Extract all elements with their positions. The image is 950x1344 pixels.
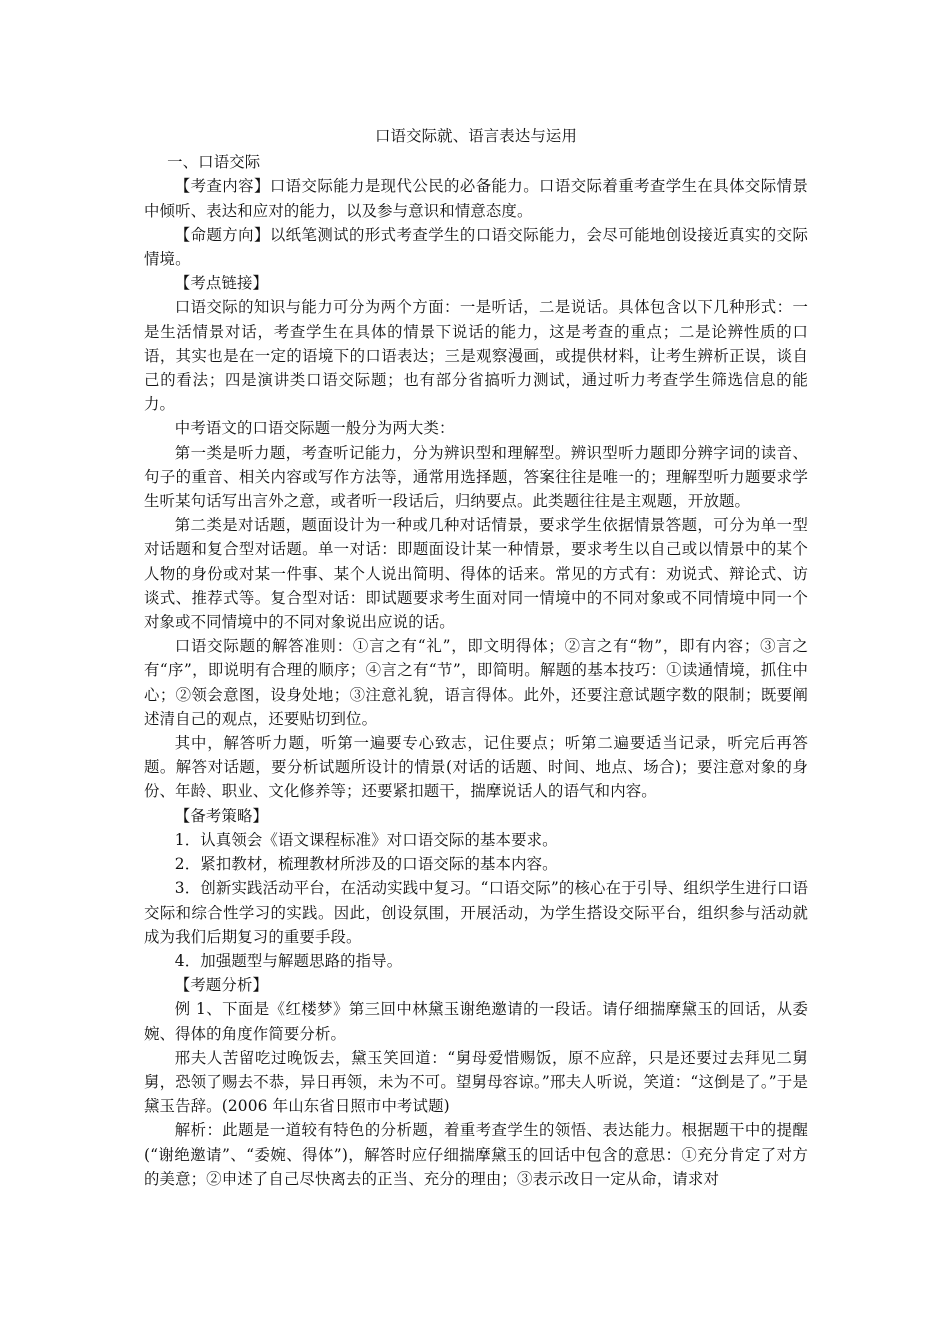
paragraph-list xyxy=(144,150,808,1191)
paragraph: 第一类是听力题，考查听记能力，分为辨识型和理解型。辨识型听力题即分辨字词的读音、句子的重音、相关内容或写作方法等，通常用选择题，答案往往是唯一的；理解型听力题要求学生听某句话写出言外之意，或者听一段话后，归纳要点。此类题往往是主观题，开放题。 xyxy=(144,443,808,511)
section-heading: 一、口语交际 xyxy=(167,153,261,172)
paragraph: 【考题分析】 xyxy=(174,976,269,995)
paragraph: 【考点链接】 xyxy=(174,274,269,293)
paragraph: 第二类是对话题，题面设计为一种或几种对话情景，要求学生依据情景答题，可分为单一型对话题和复合型对话题。单一对话：即题面设计某一种情景，要求考生以自己或以情景中的某个人物的身份或对某一件事、某个人说出简明、得体的话来。常见的方式有：劝说式、辩论式、访谈式、推荐式等。复合型对话：即试题要求考生面对同一情境中的不同对象或不同情境中同一个对象或不同情境中的不同对象说出应说的话。 xyxy=(144,516,808,632)
paragraph: 口语交际的知识与能力可分为两个方面：一是听话，二是说话。具体包含以下几种形式：一是生活情景对话，考查学生在具体的情景下说话的能力，这是考查的重点；二是论辨性质的口语，其实也是在一定的语境下的口语表达；三是观察漫画，或提供材料，让考生辨析正误，谈自己的看法；四是演讲类口语交际题；也有部分省搞听力测试，通过听力考查学生筛选信息的能力。 xyxy=(144,298,808,414)
paragraph: 其中，解答听力题，听第一遍要专心致志，记住要点；听第二遍要适当记录，听完后再答题。解答对话题，要分析试题所设计的情景(对话的话题、时间、地点、场合)；要注意对象的身份、年龄、职业、文化修养等；还要紧扣题干，揣摩说话人的语气和内容。 xyxy=(144,734,808,801)
paragraph: 解析：此题是一道较有特色的分析题，着重考查学生的领悟、表达能力。根据题干中的提醒(“谢绝邀请”、“委婉、得体”)，解答时应仔细揣摩黛玉的回话中包含的意思：①充分肯定了对方的美意；②申述了自己尽快离去的正当、充分的理由；③表示改日一定从命，请求对 xyxy=(144,1121,808,1188)
paragraph: 4．加强题型与解题思路的指导。 xyxy=(174,951,403,970)
paragraph: 【命题方向】以纸笔测试的形式考查学生的口语交际能力，会尽可能地创设接近真实的交际情境。 xyxy=(144,225,808,269)
paragraph: 【考查内容】口语交际能力是现代公民的必备能力。口语交际着重考查学生在具体交际情景中倾听、表达和应对的能力，以及参与意识和情意态度。 xyxy=(144,177,808,220)
paragraph: 1．认真领会《语文课程标准》对口语交际的基本要求。 xyxy=(174,830,558,849)
paragraph: 中考语文的口语交际题一般分为两大类： xyxy=(174,419,455,438)
paragraph: 口语交际题的解答准则：①言之有“礼”，即文明得体；②言之有“物”，即有内容；③言之有“序”，即说明有合理的顺序；④言之有“节”，即简明。解题的基本技巧：①读通情境，抓住中心；②领会意图，设身处地；③注意礼貌，语言得体。此外，还要注意试题字数的限制；既要阐述清自己的观点，还要贴切到位。 xyxy=(144,637,808,728)
paragraph: 2．紧扣教材，梳理教材所涉及的口语交际的基本内容。 xyxy=(174,855,558,874)
document-title: 口语交际就、语言表达与运用 xyxy=(374,127,578,145)
paragraph: 3．创新实践活动平台，在活动实践中复习。“口语交际”的核心在于引导、组织学生进行口语交际和综合性学习的实践。因此，创设氛围，开展活动，为学生搭设交际平台，组织参与活动就成为我们后期复习的重要手段。 xyxy=(144,879,808,946)
document-body xyxy=(144,124,808,1191)
paragraph: 例 1、下面是《红楼梦》第三回中林黛玉谢绝邀请的一段话。请仔细揣摩黛玉的回话，从委婉、得体的角度作简要分析。 xyxy=(144,1000,808,1043)
paragraph: 邢夫人苦留吃过晚饭去，黛玉笑回道：“舅母爱惜赐饭，原不应辞，只是还要过去拜见二舅舅，恐领了赐去不恭，异日再领，未为不可。望舅母容谅。”邢夫人听说，笑道：“这倒是了。”于是黛玉告辞。(2006 年山东省日照市中考试题) xyxy=(144,1048,808,1116)
paragraph: 【备考策略】 xyxy=(174,806,269,825)
